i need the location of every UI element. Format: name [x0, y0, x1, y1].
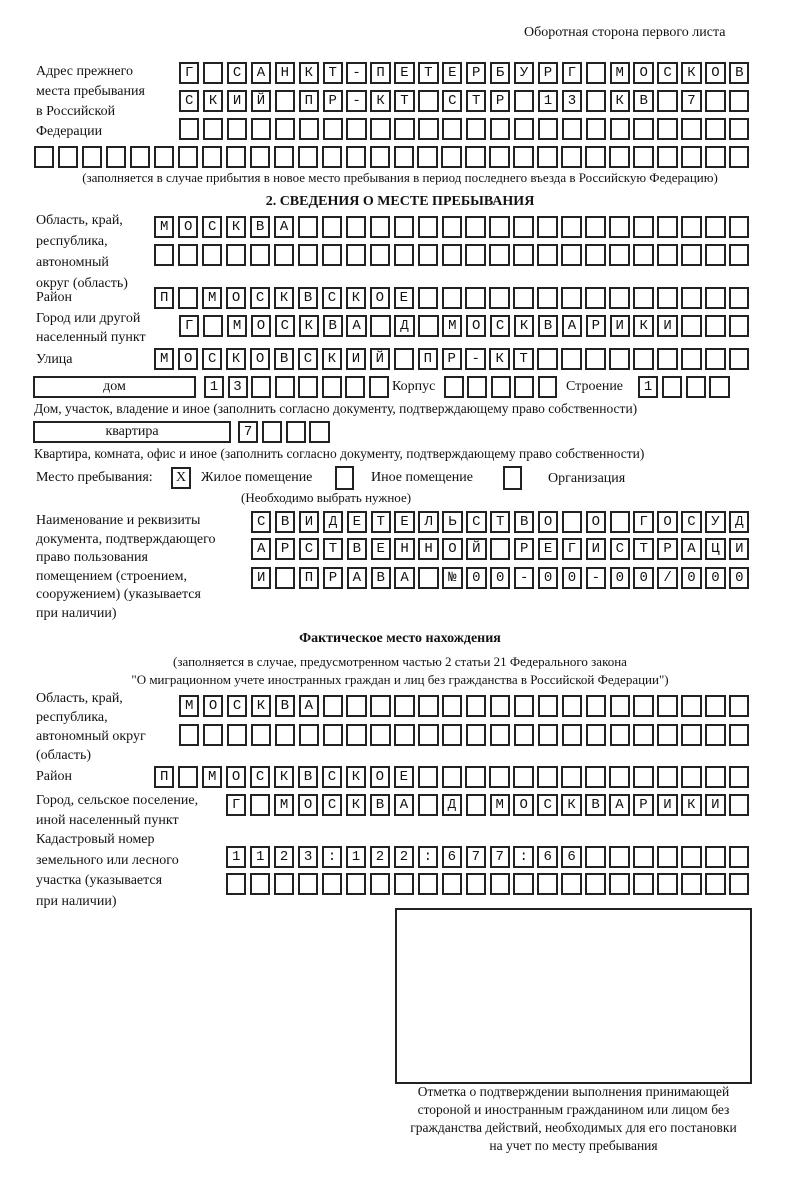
region-row-2-cell[interactable] [633, 244, 653, 266]
cadastral-row-2-cell[interactable] [370, 873, 390, 895]
region-row-2-cell[interactable] [489, 244, 509, 266]
region-row-1-cell[interactable] [705, 216, 725, 238]
actual-city-row-value: Г МОСКВА Д МОСКВАРИКИ [232, 797, 736, 813]
actual-region-row-1-cell[interactable] [586, 695, 606, 717]
prev-address-row-3-cell[interactable] [657, 118, 677, 140]
actual-district-row-cell[interactable] [633, 766, 653, 788]
actual-region-row-1-cell[interactable] [610, 695, 630, 717]
actual-region-row-1-cell[interactable] [562, 695, 582, 717]
apt-type-field[interactable]: квартира [33, 421, 231, 443]
prev-address-row-4-cell[interactable] [58, 146, 78, 168]
region-row-2-cell[interactable] [226, 244, 246, 266]
actual-region-row-2-cell[interactable] [370, 724, 390, 746]
street-row-value: МОСКОВСКИЙ ПР-КТ [160, 351, 544, 367]
region-row-1-cell[interactable] [537, 216, 557, 238]
korpus-row-cell[interactable] [538, 376, 558, 398]
district-row-cell[interactable] [537, 287, 557, 309]
actual-region-row-2-cell[interactable] [227, 724, 247, 746]
actual-region-row-1-cell[interactable] [657, 695, 677, 717]
district-row-cell[interactable] [513, 287, 533, 309]
apt-number-row-cell[interactable] [309, 421, 329, 443]
region-row-1-value: МОСКВА [160, 219, 304, 235]
actual-region-row-2-cell[interactable] [705, 724, 725, 746]
korpus-row-cell[interactable] [467, 376, 487, 398]
actual-region-row-1-cell[interactable] [681, 695, 701, 717]
region-row-2-cell[interactable] [202, 244, 222, 266]
region-row-1-cell[interactable] [729, 216, 749, 238]
apt-number-row-cell[interactable] [286, 421, 306, 443]
region-row-2-cell[interactable] [178, 244, 198, 266]
region-row-1-cell[interactable] [561, 216, 581, 238]
actual-region-row-2-cell[interactable] [275, 724, 295, 746]
prev-address-label: Адрес прежнего места пребывания в Российской Федерации [36, 64, 145, 139]
prev-address-row-3-cell[interactable] [705, 118, 725, 140]
prev-address-row-4-cell[interactable] [441, 146, 461, 168]
cadastral-row-2-cell[interactable] [681, 873, 701, 895]
region-row-2-cell[interactable] [394, 244, 414, 266]
cadastral-row-2-cell[interactable] [609, 873, 629, 895]
actual-region-row-2-cell[interactable] [657, 724, 677, 746]
house-number-row-cell[interactable] [345, 376, 365, 398]
district-row-cell[interactable] [489, 287, 509, 309]
prev-address-row-3-cell[interactable] [633, 118, 653, 140]
cadastral-row-1-cell[interactable] [609, 846, 629, 868]
region-row-1-cell[interactable] [681, 216, 701, 238]
actual-district-row-cell[interactable] [561, 766, 581, 788]
building-row-value: 1 [643, 379, 668, 395]
prev-address-row-2-cell[interactable] [729, 90, 749, 112]
prev-address-row-4-cell[interactable] [705, 146, 725, 168]
apt-note: Квартира, комната, офис и иное (заполнить согласно документу, подтверждающему право собственности) [34, 446, 645, 461]
actual-district-row-cell[interactable] [489, 766, 509, 788]
actual-title: Фактическое место нахождения [299, 631, 501, 646]
prev-address-row-4-cell[interactable] [322, 146, 342, 168]
actual-region-row-2-cell[interactable] [179, 724, 199, 746]
region-row-2-cell[interactable] [154, 244, 174, 266]
actual-region-row-2-cell[interactable] [514, 724, 534, 746]
prev-address-row-4-cell[interactable] [394, 146, 414, 168]
district-row-cell[interactable] [657, 287, 677, 309]
district-row-value: П МОСКВСКОЕ [160, 290, 424, 306]
cadastral-row-2-cell[interactable] [657, 873, 677, 895]
region-row-2-cell[interactable] [370, 244, 390, 266]
actual-region-label: Область, край, республика, автономный округ (область) [36, 691, 146, 763]
city-label: Город или другой населенный пункт [36, 311, 146, 345]
prev-address-row-4-cell[interactable] [298, 146, 318, 168]
cadastral-row-2-cell[interactable] [418, 873, 438, 895]
actual-region-row-1-cell[interactable] [729, 695, 749, 717]
region-row-2-cell[interactable] [585, 244, 605, 266]
confirmation-stamp-box [395, 908, 752, 1084]
district-row-cell[interactable] [729, 287, 749, 309]
actual-region-row-2-cell[interactable] [562, 724, 582, 746]
actual-region-row-2-cell[interactable] [586, 724, 606, 746]
building-row-cell[interactable] [686, 376, 706, 398]
cadastral-row-2-cell[interactable] [298, 873, 318, 895]
actual-region-row-2-cell[interactable] [681, 724, 701, 746]
building-row-cell[interactable] [709, 376, 729, 398]
cadastral-row-2-cell[interactable] [729, 873, 749, 895]
actual-district-row-cell[interactable] [705, 766, 725, 788]
actual-region-row-1-cell[interactable] [514, 695, 534, 717]
prev-address-row-4-cell[interactable] [465, 146, 485, 168]
prev-address-row-3-cell[interactable] [179, 118, 199, 140]
actual-region-row-2-cell[interactable] [538, 724, 558, 746]
cadastral-row-2-cell[interactable] [537, 873, 557, 895]
prev-address-row-3-cell[interactable] [490, 118, 510, 140]
region-row-2-cell[interactable] [561, 244, 581, 266]
cadastral-row-2-cell[interactable] [705, 873, 725, 895]
prev-address-row-4-cell[interactable] [250, 146, 270, 168]
prev-address-row-4-cell[interactable] [106, 146, 126, 168]
prev-address-row-3-cell[interactable] [370, 118, 390, 140]
region-row-2-cell[interactable] [250, 244, 270, 266]
cadastral-row-2-cell[interactable] [490, 873, 510, 895]
stay-residential-checkbox[interactable]: Х [171, 467, 191, 489]
district-row-cell[interactable] [633, 287, 653, 309]
korpus-label: Корпус [392, 379, 436, 394]
prev-address-row-4-cell[interactable] [633, 146, 653, 168]
prev-address-row-4-cell[interactable] [202, 146, 222, 168]
region-row-1-cell[interactable] [322, 216, 342, 238]
prev-address-row-4-cell[interactable] [609, 146, 629, 168]
prev-address-row-4-cell[interactable] [417, 146, 437, 168]
house-type-field[interactable]: дом [33, 376, 196, 398]
actual-region-row-2-cell[interactable] [299, 724, 319, 746]
cadastral-row-2-cell[interactable] [250, 873, 270, 895]
actual-district-row-cell[interactable] [513, 766, 533, 788]
region-row-2-cell[interactable] [418, 244, 438, 266]
prev-address-row-4-cell[interactable] [130, 146, 150, 168]
prev-address-row-2-value: СКИЙ ПР-КТ СТР 13 КВ 7 [185, 93, 712, 109]
section2-title: 2. СВЕДЕНИЯ О МЕСТЕ ПРЕБЫВАНИЯ [265, 194, 535, 209]
doc-label: Наименование и реквизиты документа, подтверждающего право пользования помещением (строением, сооружением) (указывается при наличии) [36, 513, 216, 621]
cadastral-row-2-cell[interactable] [274, 873, 294, 895]
street-row-cell[interactable] [585, 348, 605, 370]
doc-row-2-value: АРСТВЕННОЙ РЕГИСТРАЦИ [257, 541, 760, 557]
prev-address-row-3-cell[interactable] [538, 118, 558, 140]
region-row-1-cell[interactable] [609, 216, 629, 238]
actual-city-label: Город, сельское поселение, иной населенный пункт [36, 793, 199, 828]
actual-note-2: "О миграционном учете иностранных граждан и лиц без гражданства в Российской Федерации") [131, 672, 669, 687]
region-row-2-cell[interactable] [609, 244, 629, 266]
building-label: Строение [566, 379, 624, 394]
stay-residential-label: Жилое помещение [201, 470, 313, 485]
prev-address-row-4-cell[interactable] [82, 146, 102, 168]
prev-address-row-3-cell[interactable] [346, 118, 366, 140]
prev-address-row-4-cell[interactable] [178, 146, 198, 168]
cadastral-row-1-cell[interactable] [705, 846, 725, 868]
cadastral-row-1-cell[interactable] [681, 846, 701, 868]
cadastral-row-1-value: 1123:122:677:66 [232, 849, 592, 865]
prev-address-row-4-cell[interactable] [561, 146, 581, 168]
actual-region-row-2-cell[interactable] [418, 724, 438, 746]
actual-region-row-1-value: МОСКВА [185, 698, 329, 714]
actual-region-row-1-cell[interactable] [442, 695, 462, 717]
actual-region-row-1-cell[interactable] [705, 695, 725, 717]
korpus-row-cell[interactable] [444, 376, 464, 398]
actual-region-row-1-cell[interactable] [466, 695, 486, 717]
actual-region-row-2-cell[interactable] [633, 724, 653, 746]
actual-region-row-1-cell[interactable] [490, 695, 510, 717]
actual-district-row-cell[interactable] [657, 766, 677, 788]
region-row-1-cell[interactable] [633, 216, 653, 238]
street-row-cell[interactable] [657, 348, 677, 370]
region-row-1-cell[interactable] [442, 216, 462, 238]
stay-other-checkbox[interactable] [335, 466, 354, 490]
korpus-row-cell[interactable] [491, 376, 511, 398]
stay-note: (Необходимо выбрать нужное) [241, 490, 412, 505]
actual-district-row-cell[interactable] [681, 766, 701, 788]
city-row-value: Г МОСКВА Д МОСКВАРИКИ [185, 318, 688, 334]
city-row-cell[interactable] [729, 315, 749, 337]
prev-address-row-4-cell[interactable] [681, 146, 701, 168]
stay-organization-label: Организация [548, 471, 626, 486]
actual-district-row-cell[interactable] [609, 766, 629, 788]
actual-region-row-1-cell[interactable] [394, 695, 414, 717]
region-row-2-cell[interactable] [537, 244, 557, 266]
region-row-2-cell[interactable] [465, 244, 485, 266]
prev-address-row-3-cell[interactable] [275, 118, 295, 140]
stamp-caption: Отметка о подтверждении выполнения принимающей стороной и иностранным гражданином или лицом без гражданства действий, необходимых для его постановки на учет по месту пребывания [410, 1084, 737, 1153]
prev-address-row-3-cell[interactable] [586, 118, 606, 140]
street-row-cell[interactable] [705, 348, 725, 370]
prev-address-row-4-cell[interactable] [346, 146, 366, 168]
street-label: Улица [36, 352, 73, 367]
cadastral-row-2-cell[interactable] [322, 873, 342, 895]
district-row-cell[interactable] [561, 287, 581, 309]
district-label: Район [36, 290, 72, 305]
region-row-1-cell[interactable] [657, 216, 677, 238]
district-row-cell[interactable] [705, 287, 725, 309]
actual-district-row-cell[interactable] [537, 766, 557, 788]
actual-region-row-2-cell[interactable] [610, 724, 630, 746]
cadastral-row-2-cell[interactable] [226, 873, 246, 895]
actual-region-row-2-cell[interactable] [394, 724, 414, 746]
district-row-cell[interactable] [465, 287, 485, 309]
actual-region-row-1-cell[interactable] [346, 695, 366, 717]
actual-region-row-1-cell[interactable] [370, 695, 390, 717]
region-row-1-cell[interactable] [370, 216, 390, 238]
prev-address-row-3-cell[interactable] [466, 118, 486, 140]
prev-address-row-3-cell[interactable] [729, 118, 749, 140]
actual-region-row-2-cell[interactable] [323, 724, 343, 746]
region-row-2-cell[interactable] [442, 244, 462, 266]
prev-address-row-3-cell[interactable] [514, 118, 534, 140]
street-row-cell[interactable] [609, 348, 629, 370]
cadastral-label: Кадастровый номер земельного или лесного участка (указывается при наличии) [36, 832, 179, 909]
prev-address-row-3-cell[interactable] [227, 118, 247, 140]
prev-address-row-3-cell[interactable] [562, 118, 582, 140]
region-row-1-cell[interactable] [394, 216, 414, 238]
doc-row-1-value: СВИДЕТЕЛЬСТВО О ГОСУД [257, 514, 760, 530]
cadastral-row-2-cell[interactable] [442, 873, 462, 895]
prev-address-row-3-cell[interactable] [251, 118, 271, 140]
prev-address-row-4-cell[interactable] [34, 146, 54, 168]
district-row-cell[interactable] [585, 287, 605, 309]
cadastral-row-1-cell[interactable] [729, 846, 749, 868]
prev-address-row-4-cell[interactable] [370, 146, 390, 168]
region-row-1-cell[interactable] [585, 216, 605, 238]
house-number-row-cell[interactable] [369, 376, 389, 398]
region-row-2-cell[interactable] [322, 244, 342, 266]
actual-region-row-1-cell[interactable] [538, 695, 558, 717]
street-row-cell[interactable] [633, 348, 653, 370]
prev-address-row-4-cell[interactable] [657, 146, 677, 168]
house-number-row-value: 13 [209, 379, 257, 395]
actual-region-row-2-cell[interactable] [203, 724, 223, 746]
prev-address-row-4-cell[interactable] [274, 146, 294, 168]
cadastral-row-2-cell[interactable] [513, 873, 533, 895]
region-row-2-cell[interactable] [298, 244, 318, 266]
actual-district-label: Район [36, 769, 72, 784]
region-row-1-cell[interactable] [513, 216, 533, 238]
cadastral-row-1-cell[interactable] [657, 846, 677, 868]
region-row-2-cell[interactable] [729, 244, 749, 266]
actual-region-row-2-cell[interactable] [442, 724, 462, 746]
house-note: Дом, участок, владение и иное (заполнить согласно документу, подтверждающему право собственности) [34, 401, 638, 416]
actual-district-row-cell[interactable] [442, 766, 462, 788]
region-row-1-cell[interactable] [418, 216, 438, 238]
actual-region-row-2-cell[interactable] [729, 724, 749, 746]
prev-address-row-3-cell[interactable] [610, 118, 630, 140]
region-row-1-cell[interactable] [346, 216, 366, 238]
region-row-2-cell[interactable] [274, 244, 294, 266]
region-label: Область, край, республика, автономный округ (область) [36, 213, 128, 291]
actual-district-row-cell[interactable] [729, 766, 749, 788]
prev-address-note: (заполняется в случае прибытия в новое место пребывания в период последнего въезда в Российскую Федерацию) [82, 170, 718, 185]
page-header: Оборотная сторона первого листа [524, 25, 726, 40]
actual-region-row-2-cell[interactable] [251, 724, 271, 746]
prev-address-row-3-cell[interactable] [442, 118, 462, 140]
street-row-cell[interactable] [561, 348, 581, 370]
region-row-2-cell[interactable] [513, 244, 533, 266]
actual-note-1: (заполняется в случае, предусмотренном частью 2 статьи 21 Федерального закона [173, 654, 627, 669]
cadastral-row-2-cell[interactable] [466, 873, 486, 895]
region-row-1-cell[interactable] [489, 216, 509, 238]
actual-region-row-1-cell[interactable] [633, 695, 653, 717]
prev-address-row-4-cell[interactable] [513, 146, 533, 168]
region-row-2-cell[interactable] [681, 244, 701, 266]
prev-address-row-4-cell[interactable] [537, 146, 557, 168]
district-row-cell[interactable] [442, 287, 462, 309]
house-number-row-cell[interactable] [322, 376, 342, 398]
district-row-cell[interactable] [609, 287, 629, 309]
stay-label: Место пребывания: [36, 470, 153, 485]
street-row-cell[interactable] [681, 348, 701, 370]
street-row-cell[interactable] [729, 348, 749, 370]
prev-address-row-3-cell[interactable] [418, 118, 438, 140]
district-row-cell[interactable] [681, 287, 701, 309]
prev-address-row-3-cell[interactable] [203, 118, 223, 140]
prev-address-row-1-value: Г САНКТ-ПЕТЕРБУРГ МОСКОВ [185, 65, 760, 81]
actual-region-row-2-cell[interactable] [490, 724, 510, 746]
region-row-2-cell[interactable] [657, 244, 677, 266]
region-row-2-cell[interactable] [705, 244, 725, 266]
prev-address-row-4-cell[interactable] [226, 146, 246, 168]
prev-address-row-3-cell[interactable] [299, 118, 319, 140]
actual-region-row-1-cell[interactable] [418, 695, 438, 717]
actual-district-row-value: П МОСКВСКОЕ [160, 769, 424, 785]
actual-region-row-2-cell[interactable] [466, 724, 486, 746]
city-row-cell[interactable] [705, 315, 725, 337]
prev-address-row-3-cell[interactable] [681, 118, 701, 140]
prev-address-row-4-cell[interactable] [729, 146, 749, 168]
prev-address-row-3-cell[interactable] [394, 118, 414, 140]
cadastral-row-2-cell[interactable] [633, 873, 653, 895]
house-number-row-cell[interactable] [275, 376, 295, 398]
prev-address-row-4-cell[interactable] [585, 146, 605, 168]
korpus-row-cell[interactable] [514, 376, 534, 398]
region-row-2-cell[interactable] [346, 244, 366, 266]
actual-region-row-2-cell[interactable] [346, 724, 366, 746]
region-row-1-cell[interactable] [465, 216, 485, 238]
prev-address-row-4-cell[interactable] [154, 146, 174, 168]
cadastral-row-2-cell[interactable] [561, 873, 581, 895]
stay-other-label: Иное помещение [371, 470, 473, 485]
stay-organization-checkbox[interactable] [503, 466, 522, 490]
house-number-row-cell[interactable] [298, 376, 318, 398]
prev-address-row-3-cell[interactable] [323, 118, 343, 140]
cadastral-row-2-cell[interactable] [346, 873, 366, 895]
apt-number-row-value: 7 [243, 424, 268, 440]
doc-row-3-value: И ПРАВА №00-00-00/000 [257, 570, 760, 586]
cadastral-row-2-cell[interactable] [394, 873, 414, 895]
cadastral-row-2-cell[interactable] [585, 873, 605, 895]
actual-district-row-cell[interactable] [585, 766, 605, 788]
actual-district-row-cell[interactable] [465, 766, 485, 788]
cadastral-row-1-cell[interactable] [633, 846, 653, 868]
prev-address-row-4-cell[interactable] [489, 146, 509, 168]
